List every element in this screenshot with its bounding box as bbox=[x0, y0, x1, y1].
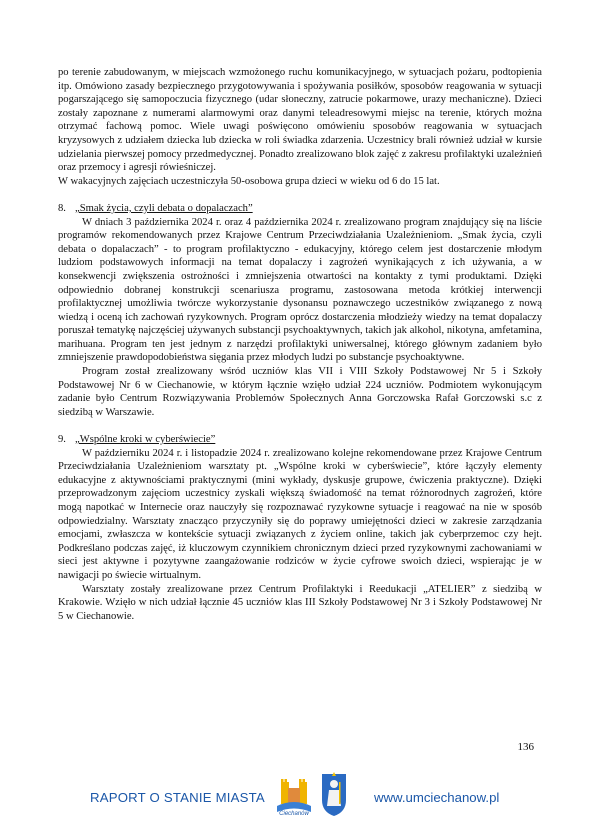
section-8-heading bbox=[58, 202, 542, 216]
spacer bbox=[58, 419, 542, 433]
section-9-paragraph-1: W październiku 2024 r. i listopadzie 2024 r. zrealizowano kolejne rekomendowane przez Krajowe Centrum Przeciwdziałania Uzależnieniom warsztaty pt. „Wspólne kroki w cyberświecie”, które łączyły elementy edukacyjne z aktywnościami praktycznymi (mini wykłady, dyskusje grupowe, ćwiczenia praktyczne). Dzięki przeprowadzonym zajęciom uczestnicy zyskali większą świadomość na temat różnorodnych zagrożeń, które mogą napotkać w Internecie oraz nauczyły się rozpoznawać ryzykowne sytuacje i reagować na nie w sposób odpowiedzialny. Warsztaty znacząco przyczyniły się do poprawy umiejętności dzieci w zakresie zarządzania emocjami, zwłaszcza w kontekście sytuacji związanych z życiem online, takich jak cyberprzemoc czy hejt. Podkreślano podczas zajęć, iż kluczowym czynnikiem chronicznym dzieci przed ryzykownymi zachowaniami w sieci jest aktywne i pozytywne zaangażowanie rodziców w życie cyfrowe swoich dzieci, wspierając je w nawigacji po świecie wirtualnym. bbox=[58, 447, 542, 581]
paragraph-participants: W wakacyjnych zajęciach uczestniczyła 50-osobowa grupa dzieci w wieku od 6 do 15 lat. bbox=[58, 175, 440, 187]
page-number: 136 bbox=[517, 741, 534, 753]
section-8-paragraph-1: W dniach 3 października 2024 r. oraz 4 października 2024 r. zrealizowano program znajdujący się na liście programów rekomendowanych przez Krajowe Centrum Przeciwdziałania Uzależnieniom. „Smak życia, czyli debata o dopalaczach” - to program profilaktyczno - edukacyjny, którego celem jest dostarczenie młodym ludziom podstawowych informacji na temat dopalaczy i zagrożeń wynikających z ich używania, a w konsekwencji zwiększenia ostrożności i zmniejszenia otwartości na kontakty z tymi produktami. Dzięki odpowiednio dobranej konstrukcji scenariusza programu, zastosowana metoda krótkiej interwencji profilaktycznej umożliwia twórcze wykorzystanie dysonansu poznawczego uczestników związanego z nową wiedzą i oceną ich zachowań ryzykownych. Program oprócz dostarczenia młodzieży wiedzy na temat dopalaczy poruszał tematykę najczęściej używanych substancji psychoaktywnych, takich jak alkohol, nikotyna, amfetamina, marihuana. Program ten jest jednym z narzędzi profilaktyki uniwersalnej, którego głównym zadaniem było zmniejszenie prawdopodobieństwa sięgania przez młodych ludzi po substancje psychoaktywne. bbox=[58, 216, 542, 364]
footer-report-title: RAPORT O STANIE MIASTA bbox=[90, 790, 265, 805]
section-8-title: „Smak życia, czyli debata o dopalaczach” bbox=[75, 202, 253, 214]
section-8-number: 8. bbox=[58, 202, 66, 214]
ciechanow-coat-of-arms-icon bbox=[320, 770, 348, 818]
logo-lettering: Ciechanów bbox=[279, 811, 309, 816]
section-9-number: 9. bbox=[58, 434, 66, 446]
spacer bbox=[58, 188, 542, 202]
footer-website-link[interactable]: www.umciechanow.pl bbox=[374, 790, 500, 805]
section-9-heading bbox=[58, 433, 542, 447]
document-body bbox=[58, 66, 542, 623]
ciechanow-castle-logo-icon bbox=[274, 772, 314, 816]
section-9-paragraph-2: Warsztaty zostały zrealizowane przez Centrum Profilaktyki i Reedukacji „ATELIER” z siedzibą w Krakowie. Wzięło w nich udział łącznie 45 uczniów klas III Szkoły Podstawowej Nr 3 i Szkoły Podstawowej Nr 5 w Ciechanowie. bbox=[58, 583, 542, 622]
section-8-paragraph-2: Program został zrealizowany wśród uczniów klas VII i VIII Szkoły Podstawowej Nr 5 i Szkoły Podstawowej Nr 6 w Ciechanowie, w którym łącznie wzięło udział 224 uczniów. Podmiotem wykonującym zadanie było Centrum Rozwiązywania Problemów Społecznych Anna Gorczowska Rafał Gorczowski s.c z siedzibą w Warszawie. bbox=[58, 366, 542, 418]
section-9-title: „Wspólne kroki w cyberświecie” bbox=[75, 434, 216, 446]
paragraph-continued: po terenie zabudowanym, w miejscach wzmożonego ruchu komunikacyjnego, w sytuacjach pożaru, podtopienia itp. Omówiono zasady bezpiecznego przygotowywania i spożywania posiłków, sposobów reagowania w sytuacji pogarszającego się samopoczucia fizycznego (udar słoneczny, zatrucie pokarmowe, urazy mechaniczne). Dzieci zostały zapoznane z numerami alarmowymi oraz danymi teleadresowymi miejsc na terenie, których można otrzymać fachową pomoc. Wiele uwagi poświęcono omówieniu sposobów reagowania w sytuacjach kryzysowych z udziałem dziecka lub dziecka w roli świadka zdarzenia. Uczestnicy brali również udział w kursie udzielania pierwszej pomocy przedmedycznej. Ponadto zrealizowano blok zajęć z zakresu profilaktyki uzależnień oraz przemocy i agresji rówieśniczej. bbox=[58, 67, 542, 174]
footer bbox=[0, 768, 594, 828]
